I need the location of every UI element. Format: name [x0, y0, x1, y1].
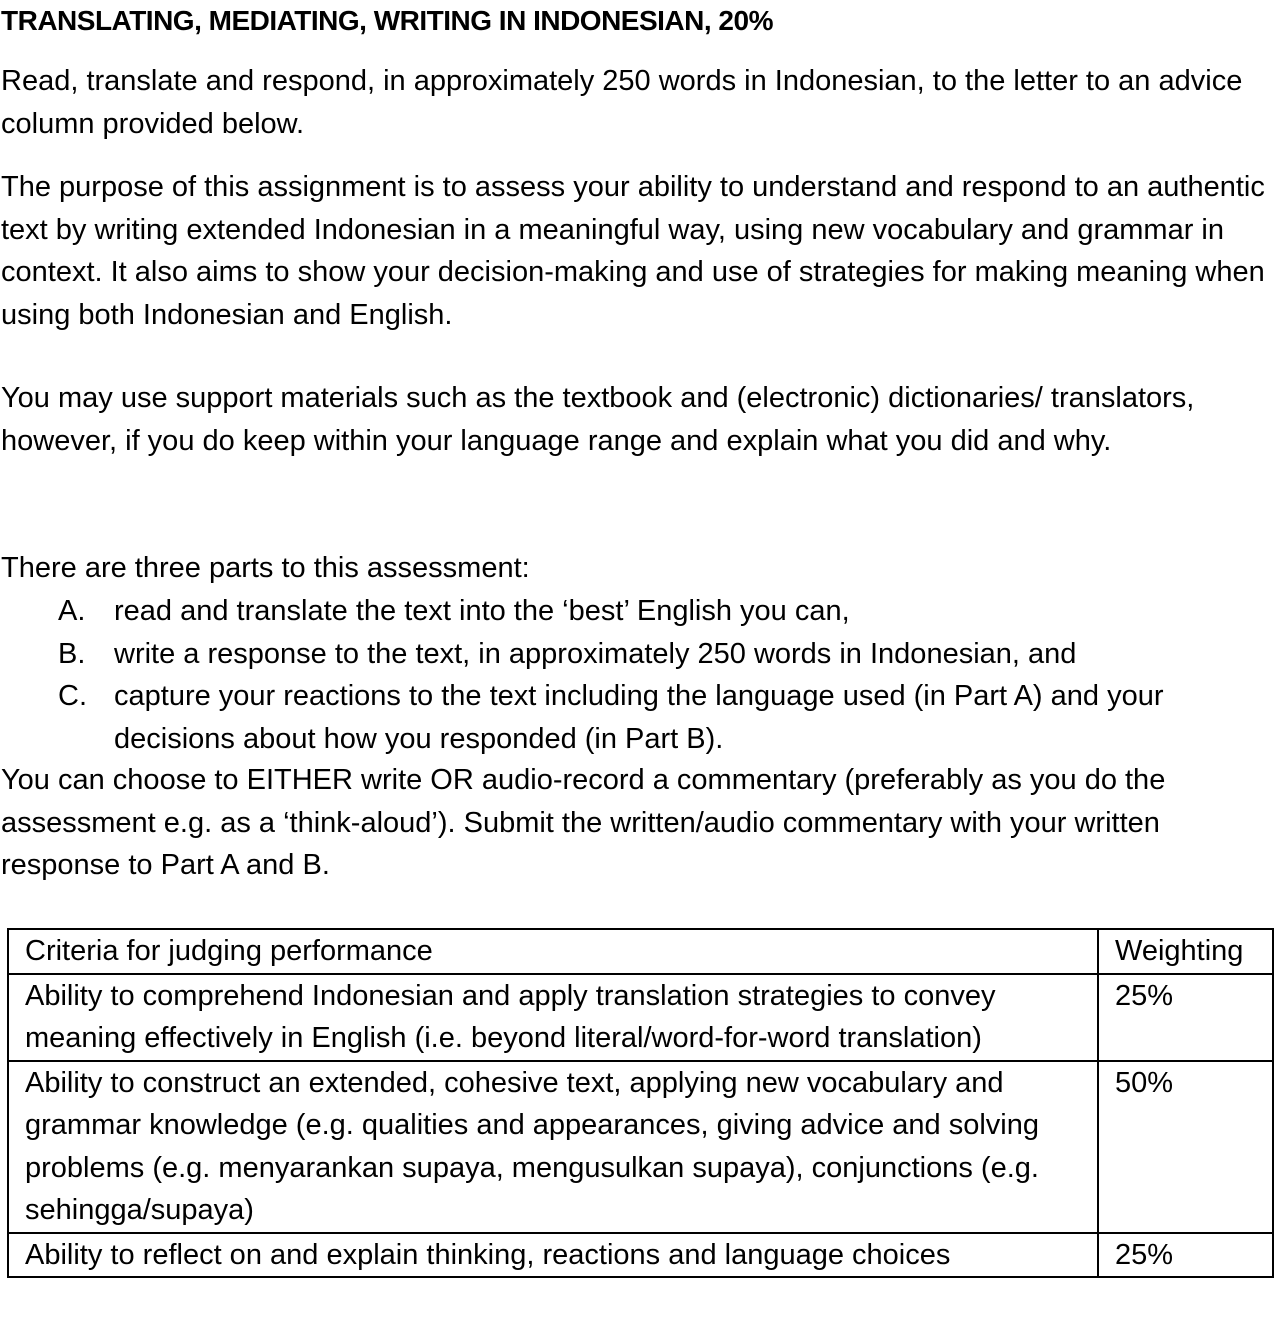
list-marker: A. [58, 595, 86, 627]
criteria-cell: Ability to reflect on and explain thinking, reactions and language choices [8, 1233, 1098, 1278]
weighting-header: Weighting [1098, 929, 1273, 974]
list-marker: C. [58, 680, 87, 712]
intro-paragraph: Read, translate and respond, in approximately 250 words in Indonesian, to the letter to an advice column provided below. [1, 65, 1243, 140]
criteria-cell: Ability to construct an extended, cohesive text, applying new vocabulary and grammar knowledge (e.g. qualities and appearances, giving advice and solving problems (e.g. menyarankan supaya, mengusulkan supaya), conjunctions (e.g. sehingga/supaya) [8, 1061, 1098, 1233]
parts-intro-paragraph: There are three parts to this assessment: [1, 552, 530, 584]
weighting-cell: 25% [1098, 1233, 1273, 1278]
criteria-header: Criteria for judging performance [8, 929, 1098, 974]
assessment-parts-list [0, 590, 1266, 760]
list-item-text: write a response to the text, in approximately 250 words in Indonesian, and [114, 637, 1077, 670]
list-item-text: capture your reactions to the text including the language used (in Part A) and your decisions about how you responded (in Part B). [114, 680, 1164, 755]
table-row [8, 974, 1273, 1061]
weighting-cell: 25% [1098, 974, 1273, 1061]
table-header-row [8, 929, 1273, 974]
weighting-cell: 50% [1098, 1061, 1273, 1233]
document-title: TRANSLATING, MEDIATING, WRITING IN INDONESIAN, 20% [1, 5, 773, 36]
criteria-cell: Ability to comprehend Indonesian and apply translation strategies to convey meaning effectively in English (i.e. beyond literal/word-for-word translation) [8, 974, 1098, 1061]
commentary-paragraph: You can choose to EITHER write OR audio-record a commentary (preferably as you do the assessment e.g. as a ‘think-aloud’). Submit the written/audio commentary with your written response to Part A and B. [1, 764, 1166, 881]
list-item [0, 675, 1266, 760]
list-item-text: read and translate the text into the ‘best’ English you can, [114, 595, 850, 627]
list-marker: B. [58, 637, 86, 670]
support-materials-paragraph: You may use support materials such as the textbook and (electronic) dictionaries/ translators, however, if you do keep within your language range and explain what you did and why. [1, 382, 1195, 457]
table-row [8, 1061, 1273, 1233]
list-item [0, 590, 1266, 633]
purpose-paragraph: The purpose of this assignment is to assess your ability to understand and respond to an authentic text by writing extended Indonesian in a meaningful way, using new vocabulary and grammar in context. It also aims to show your decision-making and use of strategies for making meaning when using both Indonesian and English. [1, 171, 1265, 331]
criteria-table [7, 928, 1274, 1278]
list-item [0, 633, 1266, 676]
table-row [8, 1233, 1273, 1278]
